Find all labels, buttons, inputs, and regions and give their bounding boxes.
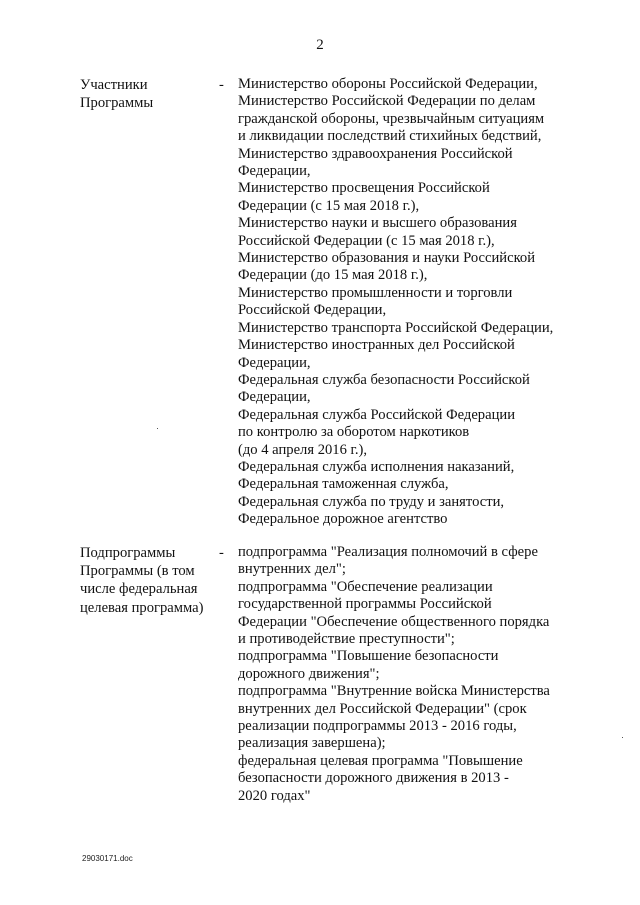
- scan-speck: [157, 428, 158, 429]
- participants-label-line: Участники: [80, 77, 148, 93]
- subprograms-line: подпрограмма "Внутренние войска Министерства: [238, 683, 550, 700]
- participants-line: Федеральная служба исполнения наказаний,: [238, 458, 515, 475]
- subprograms-list: [238, 544, 598, 805]
- subprograms-line: государственной программы Российской: [238, 596, 492, 613]
- subprograms-line: подпрограмма "Обеспечение реализации: [238, 578, 493, 595]
- participants-line: гражданской обороны, чрезвычайным ситуациям: [238, 110, 545, 127]
- subprograms-line: подпрограмма "Реализация полномочий в сфере: [238, 544, 538, 560]
- participants-line: Федерации (с 15 мая 2018 г.),: [238, 197, 420, 214]
- subprograms-label-line: целевая программа): [80, 599, 204, 616]
- participants-line: Министерство образования и науки Российской: [238, 250, 536, 267]
- participants-line: Министерство иностранных дел Российской: [238, 337, 515, 354]
- subprograms-line: внутренних дел";: [238, 561, 346, 578]
- participants-line: и ликвидации последствий стихийных бедствий,: [238, 128, 542, 145]
- subprograms-line: безопасности дорожного движения в 2013 -: [238, 770, 509, 787]
- participants-line: Федерации (до 15 мая 2018 г.),: [238, 267, 428, 284]
- subprograms-line: реализации подпрограммы 2013 - 2016 годы,: [238, 718, 517, 735]
- footer-filename: 29030171.doc: [82, 854, 133, 863]
- participants-line: по контролю за оборотом наркотиков: [238, 424, 470, 441]
- subprograms-line: и противодействие преступности";: [238, 631, 455, 648]
- subprograms-line: внутренних дел Российской Федерации" (срок: [238, 700, 527, 717]
- subprograms-label-line: числе федеральная: [80, 581, 198, 598]
- subprograms-label: [80, 544, 220, 617]
- participants-line: Министерство здравоохранения Российской: [238, 145, 513, 162]
- participants-line: Министерство обороны Российской Федерации,: [238, 76, 538, 92]
- participants-line: Министерство науки и высшего образования: [238, 215, 517, 232]
- participants-line: Министерство промышленности и торговли: [238, 284, 513, 301]
- subprograms-label-line: Программы (в том: [80, 563, 195, 580]
- participants-line: Федерации,: [238, 163, 311, 180]
- participants-line: Российской Федерации,: [238, 302, 387, 319]
- subprograms-dash: -: [219, 545, 224, 561]
- participants-line: Федеральная служба по труду и занятости,: [238, 493, 505, 510]
- subprograms-label-line: Подпрограммы: [80, 545, 176, 561]
- participants-line: Министерство просвещения Российской: [238, 180, 490, 197]
- participants-line: Федерации,: [238, 354, 311, 371]
- participants-line: Министерство Российской Федерации по делам: [238, 93, 536, 110]
- subprograms-line: дорожного движения";: [238, 665, 380, 682]
- participants-line: Российской Федерации (с 15 мая 2018 г.),: [238, 232, 495, 249]
- subprograms-line: 2020 годах": [238, 787, 311, 804]
- participants-label: [80, 76, 220, 112]
- participants-list: [238, 76, 598, 529]
- participants-line: Министерство транспорта Российской Федерации,: [238, 319, 554, 336]
- scan-speck: [622, 737, 623, 738]
- participants-line: Федеральная служба безопасности Российской: [238, 371, 530, 388]
- subprograms-line: Федерации "Обеспечение общественного порядка: [238, 613, 550, 630]
- participants-dash: -: [219, 77, 224, 93]
- participants-line: (до 4 апреля 2016 г.),: [238, 441, 368, 458]
- subprograms-line: федеральная целевая программа "Повышение: [238, 752, 523, 769]
- page-number: 2: [316, 37, 324, 53]
- subprograms-line: подпрограмма "Повышение безопасности: [238, 648, 499, 665]
- participants-line: Федеральная служба Российской Федерации: [238, 406, 516, 423]
- participants-label-line: Программы: [80, 95, 154, 112]
- participants-line: Федеральное дорожное агентство: [238, 511, 448, 528]
- subprograms-line: реализация завершена);: [238, 735, 386, 752]
- participants-line: Федеральная таможенная служба,: [238, 476, 449, 493]
- participants-line: Федерации,: [238, 389, 311, 406]
